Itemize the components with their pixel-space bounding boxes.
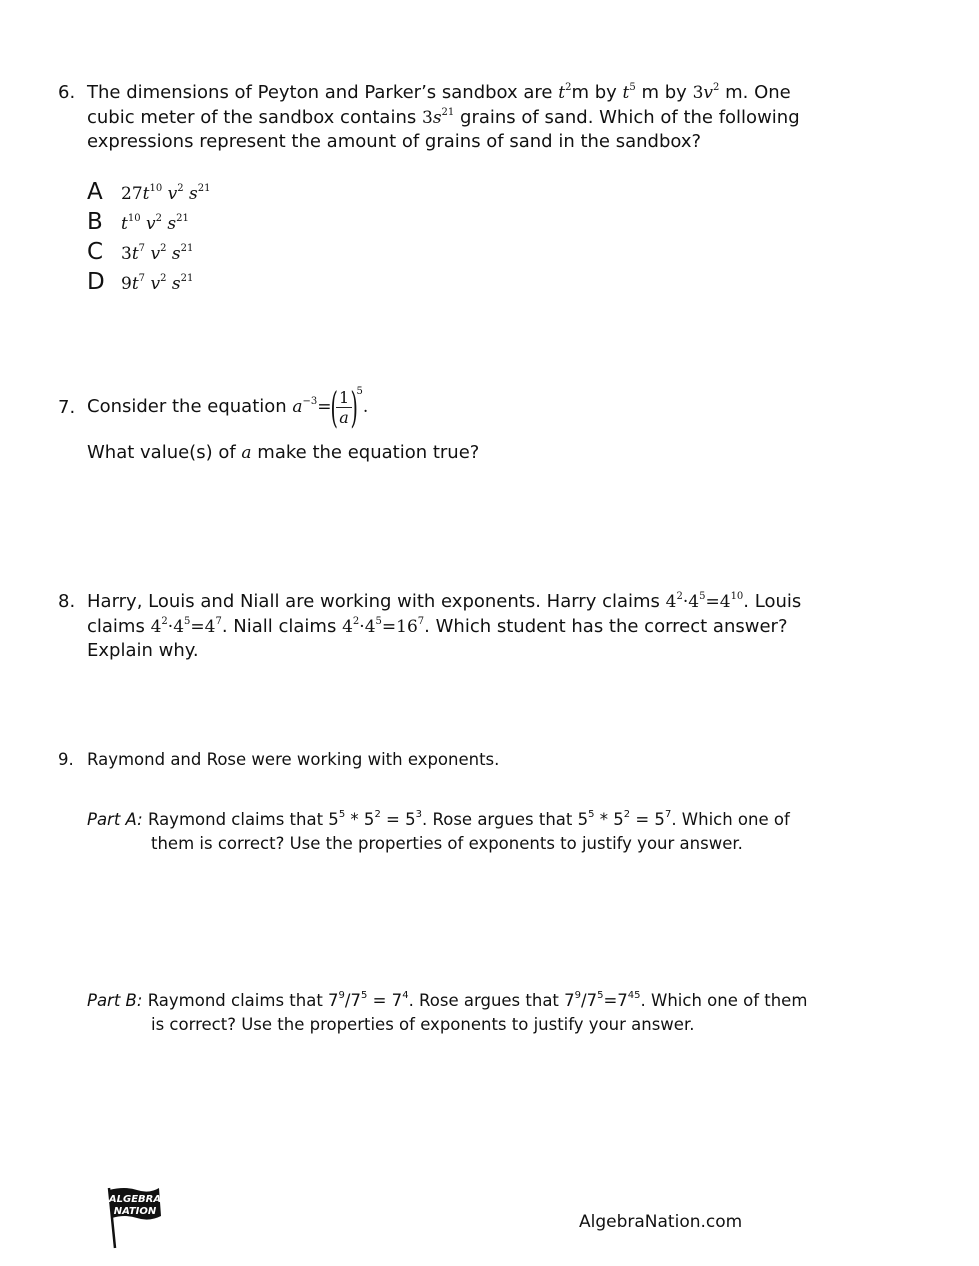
choice-d[interactable]: D $9t^7$ $v^2$ $s^{21}$ bbox=[87, 268, 194, 295]
question-number: 6. bbox=[58, 82, 76, 103]
question-9 bbox=[58, 748, 878, 1034]
question-number: 8. bbox=[58, 591, 76, 612]
question-8 bbox=[58, 590, 878, 663]
svg-text:NATION: NATION bbox=[113, 1206, 157, 1217]
question-9-intro: Raymond and Rose were working with exponents. bbox=[87, 750, 500, 769]
question-7-prompt: What value(s) of a make the equation true? bbox=[87, 442, 480, 463]
choice-b[interactable]: B $t^{10}$ $v^2$ $s^{21}$ bbox=[87, 208, 189, 235]
equation: $a^{-3}=$( $\frac{1}{a}$ )$^5$. bbox=[292, 382, 369, 432]
svg-text:ALGEBRA: ALGEBRA bbox=[108, 1194, 162, 1205]
question-7-text: Consider the equation $a^{-3}=$( $\frac{1}{a}$ )$^5$. bbox=[87, 382, 369, 432]
choice-a[interactable]: A $27t^{10}$ $v^2$ $s^{21}$ bbox=[87, 178, 211, 205]
question-9-part-b: Part B: Raymond claims that $7^9/7^5 = 7^4$. Rose argues that $7^9/7^5=7^{45}$. Which one of them is correct? Use the properties of exponents to justify your answer. bbox=[87, 990, 808, 1034]
niall-claim: $4^2\cdot 4^5=16^7$ bbox=[342, 615, 425, 637]
louis-claim: $4^2\cdot 4^5=4^7$ bbox=[150, 615, 222, 637]
answer-choices bbox=[87, 177, 878, 297]
harry-claim: $4^2\cdot 4^5=4^{10}$ bbox=[665, 591, 744, 612]
question-8-text: Harry, Louis and Niall are working with exponents. Harry claims $4^2\cdot 4^5=4^{10}$. Louis claims $4^2\cdot 4^5=4^7$. Niall claims $4^2\cdot 4^5=16^7$. Which student has the correct answer? Explain why. bbox=[87, 591, 802, 661]
question-number: 9. bbox=[58, 750, 74, 769]
question-7 bbox=[58, 383, 878, 466]
choice-c[interactable]: C $3t^7$ $v^2$ $s^{21}$ bbox=[87, 238, 194, 265]
question-6-text: The dimensions of Peyton and Parker’s sandbox are $t^2m$ by $t^5$ m by $3v^2$ m. One cubic meter of the sandbox contains $3s^{21}$ grains of sand. Which of the following expressions represent the amount of grains of sand in the sandbox? A $27t^{10}$ $v^2$ $s^{21}$ B $t^{10}$ $v^2$ $s^{21}$ C $3t^7$ $v^2$ $s^{21}$ D $9t^7$ $v^2$ $s^{21}$ bbox=[87, 81, 878, 297]
question-9-part-a: Part A: Raymond claims that $5^5 * 5^2 = 5^3$. Rose argues that $5^5 * 5^2 = 5^7$. Which one of them is correct? Use the properties of exponents to justify your answer. bbox=[87, 809, 790, 853]
question-number: 7. bbox=[58, 397, 76, 418]
question-6 bbox=[58, 81, 878, 297]
flag-icon bbox=[103, 1184, 165, 1250]
footer-site: AlgebraNation.com bbox=[579, 1212, 743, 1232]
algebra-nation-logo bbox=[103, 1184, 165, 1250]
